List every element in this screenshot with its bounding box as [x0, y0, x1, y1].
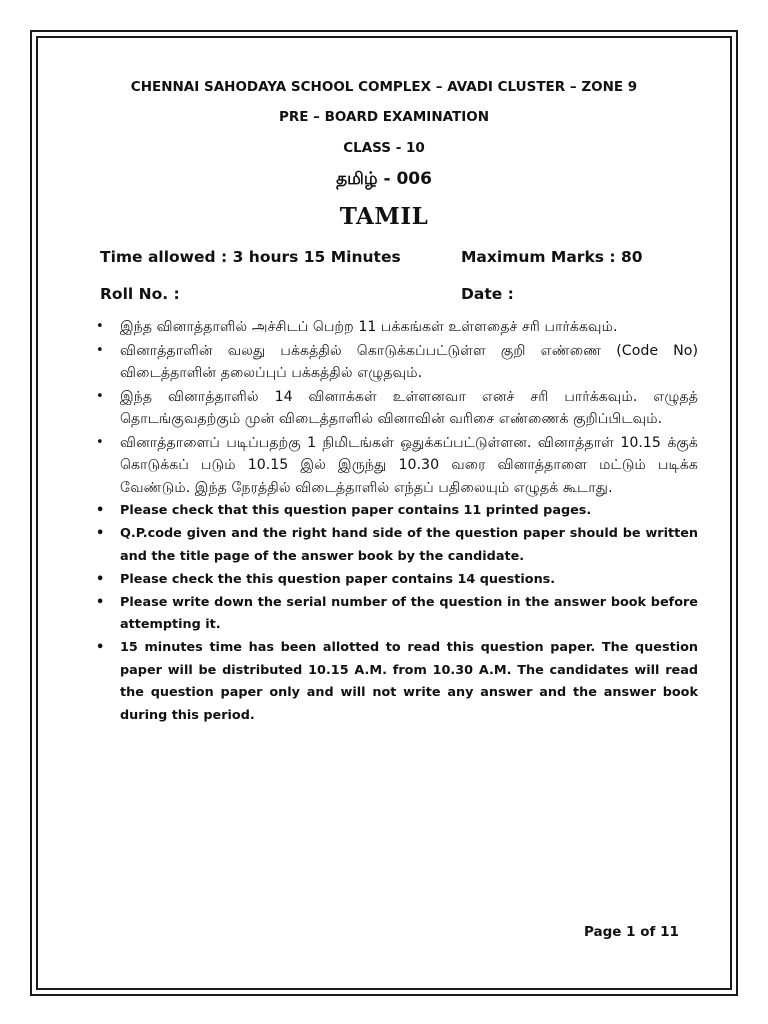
instruction-text: Please check the this question paper contains 14 questions.: [120, 571, 556, 587]
instruction-text: வினாத்தாளைப் படிப்பதற்கு 1 நிமிடங்கள் ஒதுக்கப்பட்டுள்ளன. வினாத்தாள் 10.15 க்குக் கொடுக்கப் படும் 10.15 இல் இருந்து 10.30 வரை வினாத்தாளை மட்டும் படிக்க வேண்டும். இந்த நேரத்தில் விடைத்தாளில் எந்தப் பதிலையும் எழுதக் கூடாது.: [120, 434, 698, 496]
organization-title: CHENNAI SAHODAYA SCHOOL COMPLEX – AVADI CLUSTER – ZONE 9: [130, 79, 638, 95]
list-item: [90, 637, 698, 727]
bullet-icon: •: [96, 388, 104, 404]
bullet-icon: •: [96, 503, 105, 518]
bullet-icon: •: [96, 342, 104, 358]
instruction-text: Q.P.code given and the right hand side of the question paper should be written and the title page of the answer book by the candidate.: [120, 526, 698, 564]
date-label: Date :: [461, 285, 514, 303]
bullet-icon: •: [96, 319, 104, 334]
list-item: [90, 316, 698, 339]
class-label: CLASS - 10: [343, 140, 425, 156]
bullet-icon: •: [96, 640, 105, 655]
list-item: [90, 569, 698, 592]
bullet-icon: •: [96, 526, 105, 541]
instruction-text: 15 minutes time has been allotted to read this question paper. The question paper will be distributed 10.15 A.M. from 10.30 A.M. The candidates will read the question paper only and will not write any answer and the answer book during this period.: [120, 640, 698, 723]
instruction-text: இந்த வினாத்தாளில் 14 வினாக்கள் உள்ளனவா எனச் சரி பார்க்கவும். எழுதத் தொடங்குவதற்கும் முன் விடைத்தாளில் வினாவின் வரிசை எண்ணைக் குறிப்பிடவும்.: [120, 388, 698, 427]
maximum-marks: Maximum Marks : 80: [461, 248, 643, 266]
subject-english: TAMIL: [339, 203, 429, 230]
instruction-text: வினாத்தாளின் வலது பக்கத்தில் கொடுக்கப்பட்டுள்ள குறி எண்ணை (Code No) விடைத்தாளின் தலைப்புப் பக்கத்தில் எழுதவும்.: [120, 342, 698, 381]
time-allowed: Time allowed : 3 hours 15 Minutes: [100, 248, 401, 266]
roll-number-label: Roll No. :: [100, 285, 180, 303]
list-item: [90, 592, 698, 637]
subject-tamil: தமிழ் - 006: [336, 169, 432, 189]
instruction-text: Please check that this question paper contains 11 printed pages.: [120, 503, 592, 518]
instruction-text: இந்த வினாத்தாளில் அச்சிடப் பெற்ற 11 பக்கங்கள் உள்ளதைச் சரி பார்க்கவும்.: [120, 319, 618, 335]
list-item: [90, 386, 698, 431]
exam-title: PRE – BOARD EXAMINATION: [278, 109, 490, 125]
list-item: [90, 432, 698, 500]
bullet-icon: •: [96, 571, 105, 587]
page-number: Page 1 of 11: [584, 924, 679, 940]
instructions-list: [90, 316, 698, 728]
list-item: [90, 340, 698, 385]
bullet-icon: •: [96, 594, 105, 610]
list-item: [90, 523, 698, 568]
instruction-text: Please write down the serial number of the question in the answer book before attempting it.: [120, 594, 698, 632]
bullet-icon: •: [96, 434, 104, 450]
list-item: [90, 500, 698, 523]
